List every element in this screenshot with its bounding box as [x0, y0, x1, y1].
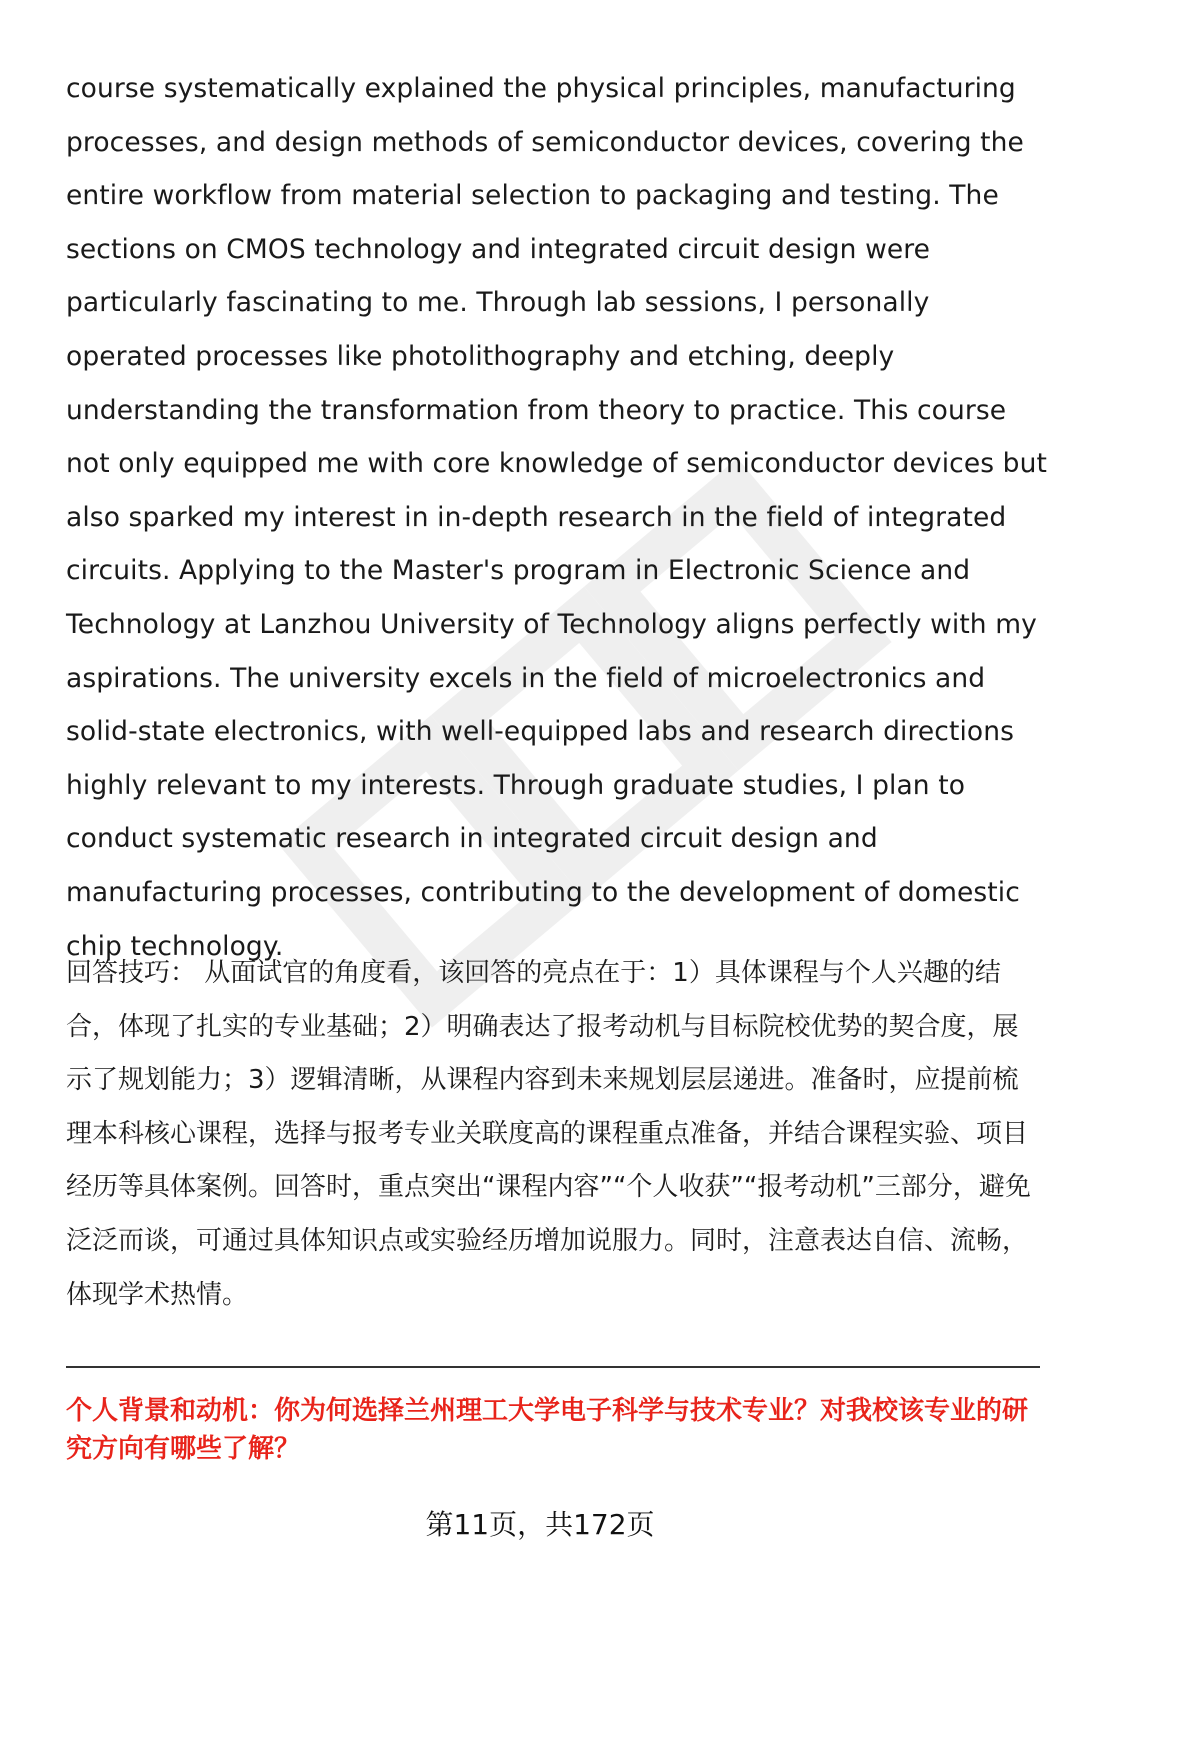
answer-tips	[66, 947, 1038, 1322]
tips-text: 从面试官的角度看，该回答的亮点在于：1）具体课程与个人兴趣的结合，体现了扎实的专业基础；2）明确表达了报考动机与目标院校优势的契合度，展示了规划能力；3）逻辑清晰，从课程内容到未来规划层层递进。准备时，应提前梳理本科核心课程，选择与报考专业关联度高的课程重点准备，并结合课程实验、项目经历等具体案例。回答时，重点突出“课程内容”“个人收获”“报考动机”三部分，避免泛泛而谈，可通过具体知识点或实验经历增加说服力。同时，注意表达自信、流畅，体现学术热情。	[66, 958, 1031, 1310]
section-divider	[66, 1366, 1040, 1368]
answer-paragraph: course systematically explained the physical principles, manufacturing processes, and design methods of semiconductor devices, covering the entire workflow from material selection to packaging and testing. The sections on CMOS technology and integrated circuit design were particularly fascinating to me. Through lab sessions, I personally operated processes like photolithography and etching, deeply understanding the transformation from theory to practice. This course not only equipped me with core knowledge of semiconductor devices but also sparked my interest in in-depth research in the field of integrated circuits. Applying to the Master's program in Electronic Science and Technology at Lanzhou University of Technology aligns perfectly with my aspirations. The university excels in the field of microelectronics and solid-state electronics, with well-equipped labs and research directions highly relevant to my interests. Through graduate studies, I plan to conduct systematic research in integrated circuit design and manufacturing processes, contributing to the development of domestic chip technology.	[66, 73, 1047, 962]
page-number: 第11页，共172页	[425, 1508, 655, 1541]
next-question-heading: 个人背景和动机：你为何选择兰州理工大学电子科学与技术专业？对我校该专业的研究方向有哪些了解？	[66, 1396, 1029, 1464]
tips-label: 回答技巧：	[66, 958, 197, 988]
